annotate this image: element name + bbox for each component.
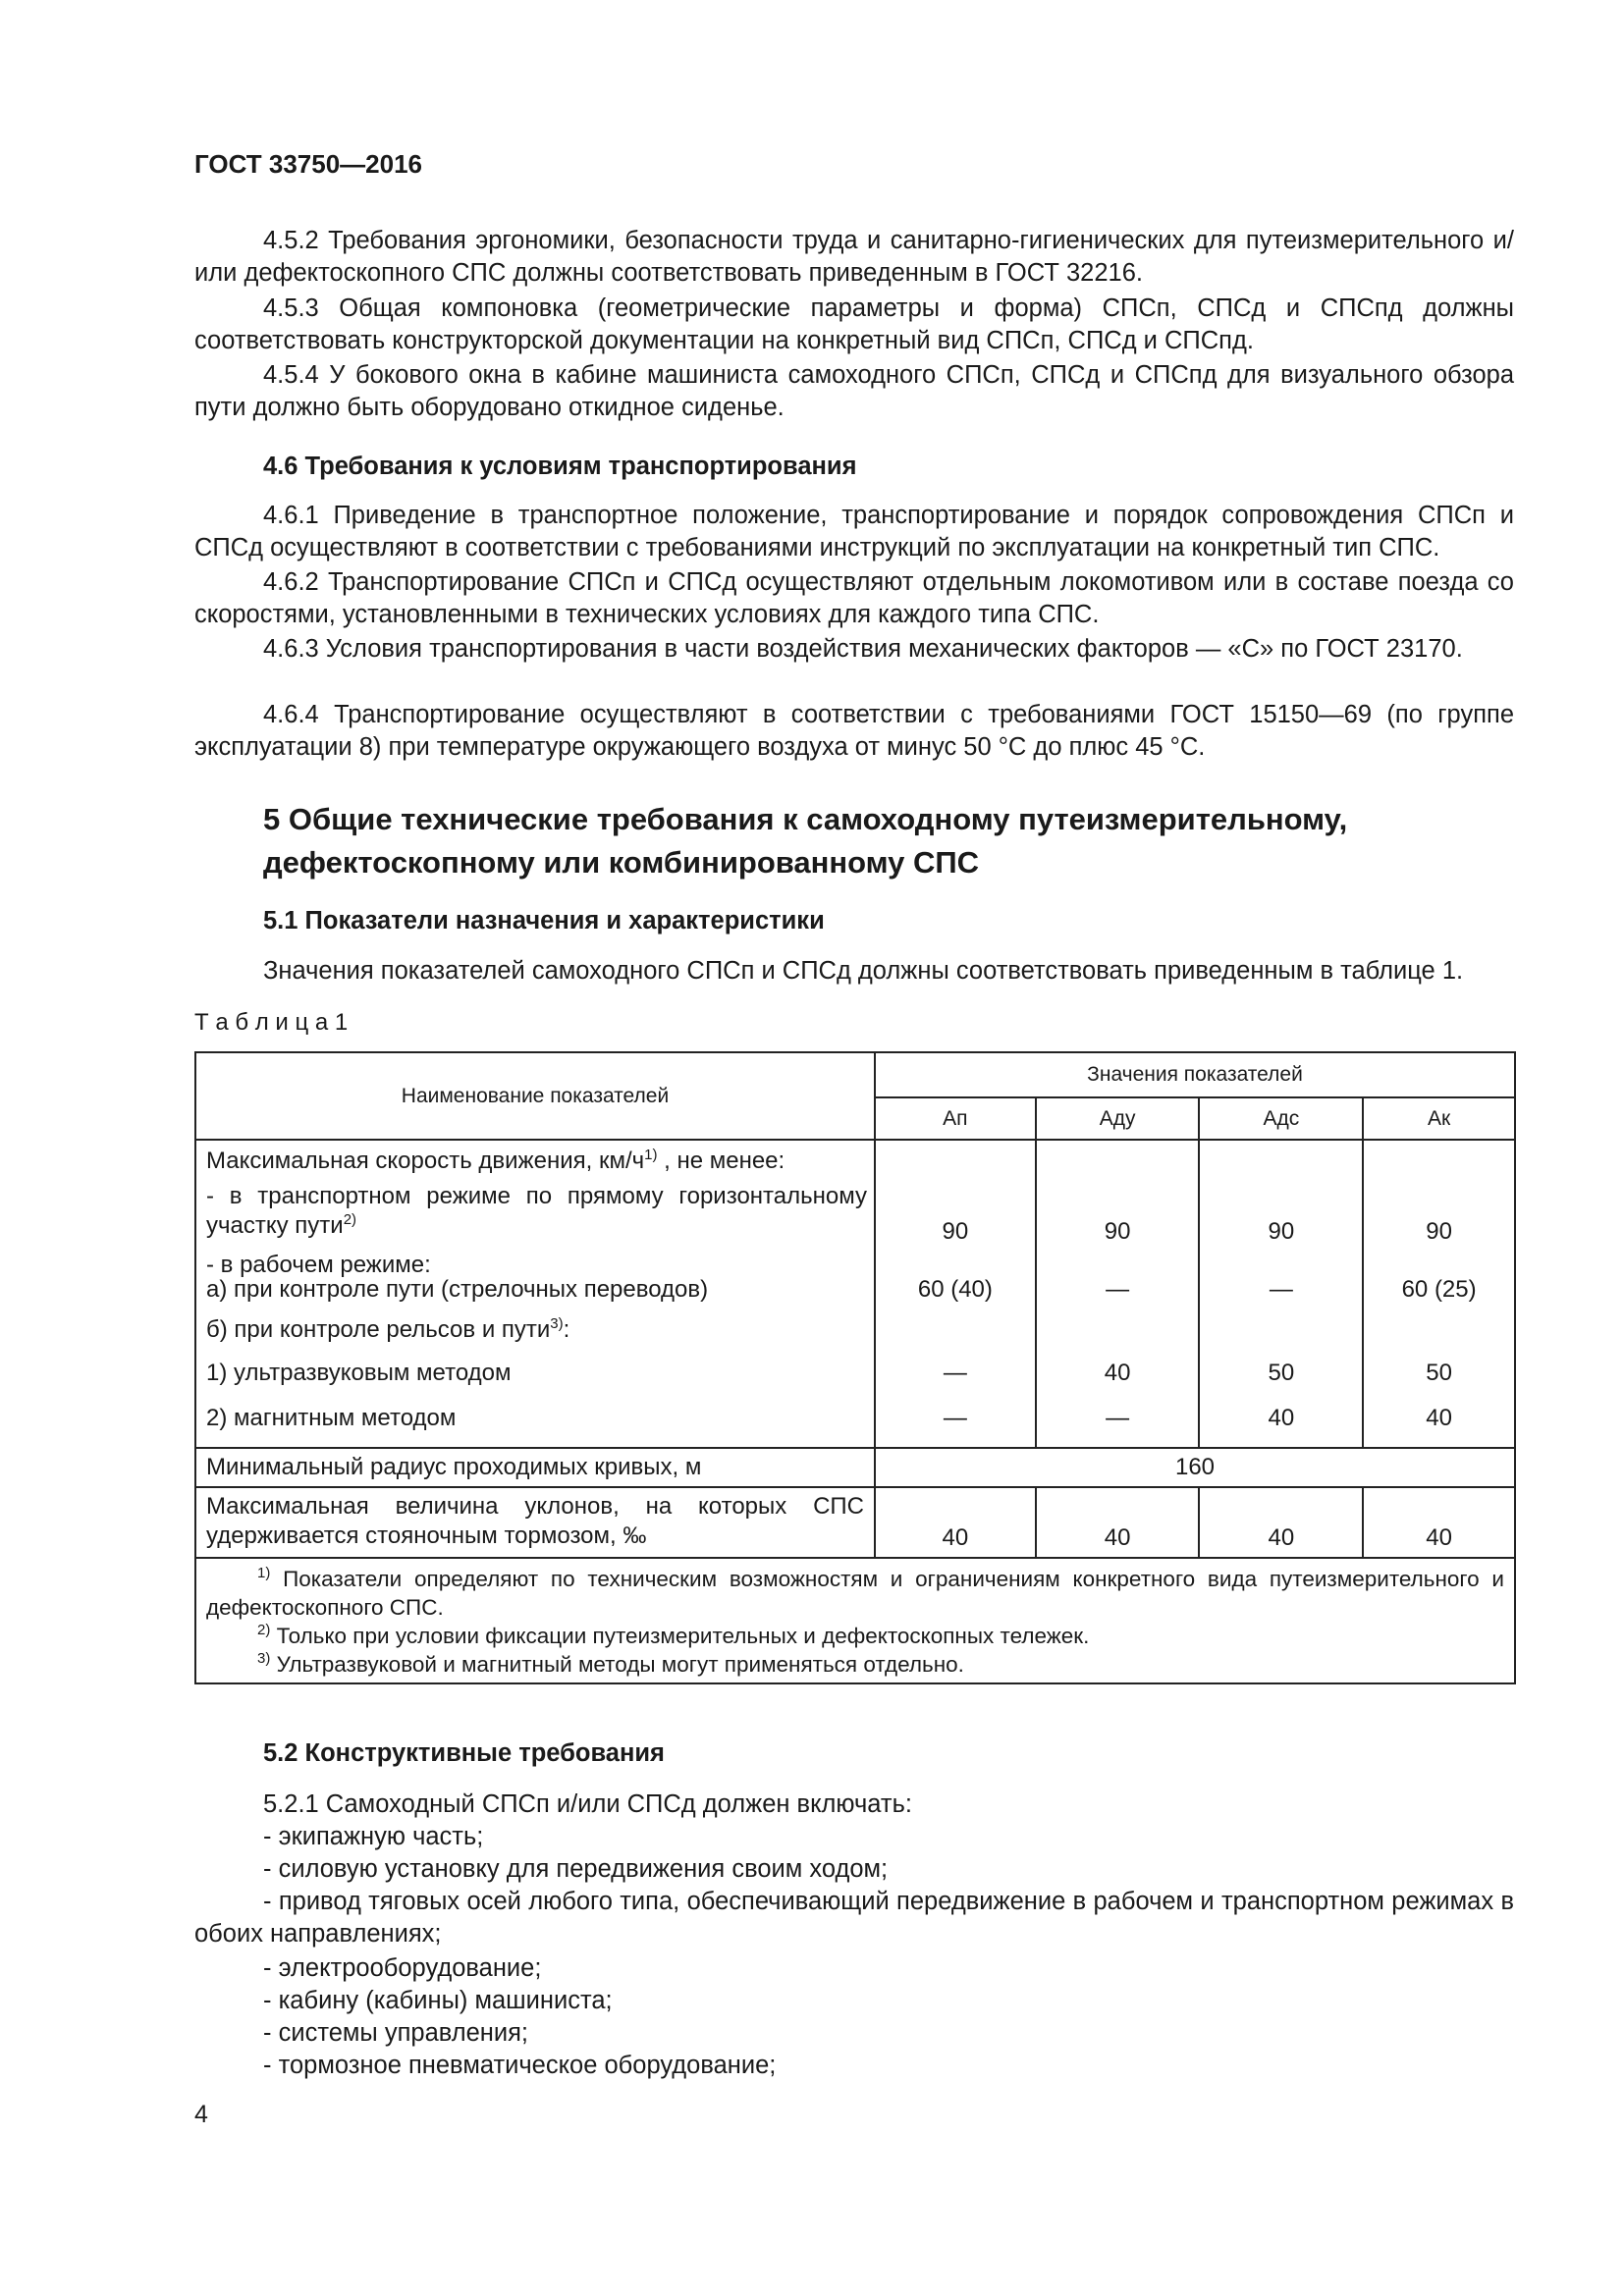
list-item: - тормозное пневматическое оборудование;	[263, 2052, 777, 2079]
table-cell: 40	[1268, 1405, 1295, 1431]
table-cell: 40	[1104, 1360, 1131, 1386]
speed-values-cell	[1199, 1140, 1363, 1448]
footnote: $^{2)}$ Только при условии фиксации путеизмерительных и дефектоскопных тележек.	[257, 1622, 1090, 1648]
speed-values-cell	[1036, 1140, 1200, 1448]
table-cell: Максимальная величина уклонов, на которых СПС удерживается стояночным тормозом, ‰	[195, 1487, 875, 1558]
table-cell: 60 (40)	[917, 1276, 993, 1303]
footnote: $^{3)}$ Ультразвуковой и магнитный методы могут применяться отдельно.	[257, 1650, 964, 1677]
table-cell: 90	[1268, 1218, 1295, 1245]
table-row-radius	[195, 1448, 1515, 1487]
section-heading-5-1: 5.1 Показатели назначения и характеристики	[263, 907, 825, 934]
table-cell: 40	[1036, 1487, 1200, 1558]
list-item: - силовую установку для передвижения своим ходом;	[263, 1855, 889, 1883]
speed-values-cell	[875, 1140, 1036, 1448]
section-heading-5-2: 5.2 Конструктивные требования	[263, 1739, 665, 1767]
paragraph-4-6-2: 4.6.2 Транспортирование СПСп и СПСд осуществляют отдельным локомотивом или в составе поезда со скоростями, установленными в технических условиях для каждого типа СПС.	[194, 568, 1514, 628]
speed-title: Максимальная скорость движения, $км/ч^{1)}$ , не менее:	[206, 1147, 785, 1174]
table-cell: —	[1106, 1276, 1130, 1303]
table-cell: 40	[1199, 1487, 1363, 1558]
table-caption: Т а б л и ц а 1	[194, 1009, 349, 1036]
table-cell: 50	[1268, 1360, 1295, 1386]
work-label-1: - в рабочем режиме:	[206, 1252, 431, 1278]
table-cell: 90	[1426, 1218, 1452, 1245]
ultrasonic-label: 1) ультразвуковым методом	[206, 1360, 512, 1386]
section-heading-5: 5 Общие технические требования к самоходному путеизмерительному, дефектоскопному или комбинированному СПС	[263, 802, 1348, 880]
table-col-header: Ак	[1363, 1097, 1515, 1140]
table-cell: 60 (25)	[1401, 1276, 1477, 1303]
table-footnotes-row	[195, 1558, 1515, 1683]
table-cell: 40	[875, 1487, 1036, 1558]
table-cell: Минимальный радиус проходимых кривых, м	[195, 1448, 875, 1487]
paragraph-4-6-4: 4.6.4 Транспортирование осуществляют в соответствии с требованиями ГОСТ 15150—69 (по группе эксплуатации 8) при температуре окружающего воздуха от минус 50 °С до плюс 45 °С.	[194, 701, 1514, 761]
list-item: - экипажную часть;	[263, 1823, 484, 1850]
paragraph-4-6-3: 4.6.3 Условия транспортирования в части воздействия механических факторов — «С» по ГОСТ 23170.	[263, 635, 1463, 663]
speed-values-cell	[1363, 1140, 1515, 1448]
list-item: - привод тяговых осей любого типа, обеспечивающий передвижение в рабочем и транспортном режимах в обоих направлениях;	[194, 1888, 1514, 1948]
table-row-speed	[195, 1140, 1515, 1448]
table-head-name: Наименование показателей	[195, 1052, 875, 1140]
list-item: - кабину (кабины) машиниста;	[263, 1987, 613, 2014]
list-item: - электрооборудование;	[263, 1954, 542, 1982]
page-number: 4	[194, 2101, 208, 2128]
table-col-header: Адс	[1199, 1097, 1363, 1140]
paragraph-4-5-2: 4.5.2 Требования эргономики, безопасности труда и санитарно-гигиенических для путеизмерительного и/или дефектоскопного СПС должны соответствовать приведенным в ГОСТ 32216.	[194, 227, 1514, 287]
table-cell: 40	[1426, 1405, 1452, 1431]
section-heading-4-6: 4.6 Требования к условиям транспортирования	[263, 453, 857, 480]
table-cell: —	[943, 1405, 967, 1431]
table-cell: 50	[1426, 1360, 1452, 1386]
indicators-table	[194, 1051, 1516, 1684]
table-cell: —	[1269, 1276, 1293, 1303]
table-cell: 90	[942, 1218, 969, 1245]
footnote: $^{1)}$ Показатели определяют по техническим возможностям и ограничениям конкретного вида путеизмерительного и дефектоскопного СПС.	[206, 1565, 1504, 1620]
work-label-2: а) при контроле пути (стрелочных переводов)	[206, 1276, 709, 1303]
table-row-slope	[195, 1487, 1515, 1558]
table-head-values: Значения показателей	[875, 1052, 1515, 1097]
rails-label: б) при контроле рельсов и пути$^{3)}$:	[206, 1315, 570, 1343]
document-header: ГОСТ 33750—2016	[194, 149, 422, 179]
paragraph-4-6-1: 4.6.1 Приведение в транспортное положение, транспортирование и порядок сопровождения СПСп и СПСд осуществляют в соответствии с требованиями инструкций по эксплуатации на конкретный тип СПС.	[194, 502, 1514, 561]
table-footnotes	[195, 1558, 1515, 1683]
paragraph-5-1: Значения показателей самоходного СПСп и СПСд должны соответствовать приведенным в таблице 1.	[263, 957, 1464, 985]
table-cell: 40	[1363, 1487, 1515, 1558]
paragraph-5-2-1: 5.2.1 Самоходный СПСп и/или СПСд должен включать:	[263, 1790, 912, 1818]
table-cell: —	[943, 1360, 967, 1386]
transport-label: - в транспортном режиме по прямому горизонтальному участку пути$^{2)}$	[206, 1183, 867, 1239]
paragraph-4-5-3: 4.5.3 Общая компоновка (геометрические параметры и форма) СПСп, СПСд и СПСпд должны соответствовать конструкторской документации на конкретный вид СПСп, СПСд и СПСпд.	[194, 294, 1514, 354]
speed-labels-cell	[195, 1140, 875, 1448]
table-cell: 160	[875, 1448, 1515, 1487]
paragraph-4-5-4: 4.5.4 У бокового окна в кабине машиниста самоходного СПСп, СПСд и СПСпд для визуального обзора пути должно быть оборудовано откидное сиденье.	[194, 361, 1514, 421]
table-col-header: Ап	[875, 1097, 1036, 1140]
magnetic-label: 2) магнитным методом	[206, 1405, 457, 1431]
table-cell: 90	[1104, 1218, 1131, 1245]
table-cell: —	[1106, 1405, 1130, 1431]
table-col-header: Аду	[1036, 1097, 1200, 1140]
list-item: - системы управления;	[263, 2019, 529, 2047]
